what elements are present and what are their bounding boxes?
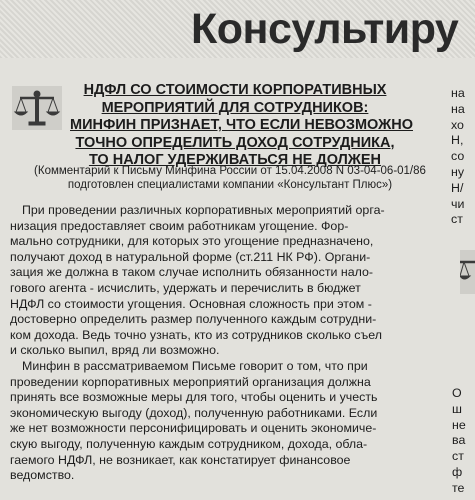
adjacent-line: ва — [452, 433, 466, 448]
adjacent-line: на — [451, 101, 465, 116]
body-line: мально сотрудники, для которых это угощение предназначено, — [10, 234, 374, 249]
body-line: достоверно определить размер полученного каждым сотрудни- — [10, 312, 377, 327]
body-line: Минфин в рассматриваемом Письме говорит о том, что при — [22, 358, 368, 373]
adjacent-line: не — [452, 417, 466, 432]
body-line: и сколько выпил, вряд ли возможно. — [10, 343, 220, 358]
adjacent-line: Н, — [451, 133, 464, 148]
body-line: получают доход в натуральной форме (ст.211 НК РФ). Органи- — [10, 249, 371, 264]
adjacent-line: О — [452, 386, 462, 400]
article-subnote — [10, 164, 450, 192]
section-title: Консультиру — [191, 5, 459, 53]
body-line: ком дохода. Ведь точно узнать, кто из сотрудников сколько съел — [10, 327, 382, 342]
body-line: скую выгоду, полученную каждым сотрудником, дохода, обла- — [10, 436, 368, 451]
adjacent-column-top — [451, 86, 475, 228]
body-line: гового агента - исчислить, удержать и перечислить в бюджет — [10, 280, 361, 295]
headline-line: МЕРОПРИЯТИЙ ДЛЯ СОТРУДНИКОВ: — [101, 99, 369, 116]
subnote-line: подготовлен специалистами компании «Консультант Плюс») — [67, 179, 393, 191]
body-line: ведомство. — [10, 468, 75, 483]
body-line: зация же должна в таком случае исполнить обязанности нало- — [10, 265, 374, 280]
subnote-line: (Комментарий к Письму Минфина России от 15.04.2008 N 03-04-06-01/86 — [34, 165, 426, 177]
scales-of-justice-icon — [460, 250, 475, 294]
adjacent-line: ну — [451, 164, 465, 179]
adjacent-line: на — [451, 86, 465, 100]
adjacent-line: со — [451, 149, 465, 164]
adjacent-line: хо — [451, 117, 464, 132]
adjacent-line: ш — [452, 401, 462, 416]
adjacent-line: ф — [452, 464, 463, 479]
headline-line: ТО НАЛОГ УДЕРЖИВАТЬСЯ НЕ ДОЛЖЕН — [88, 152, 382, 168]
body-line: принять все возможные меры для того, чтобы оценить и учесть — [10, 390, 378, 405]
adjacent-line: Н/ — [451, 180, 464, 195]
body-line: гаемого НДФЛ, не возникает, как констатирует финансовое — [10, 452, 351, 467]
article-headline — [70, 82, 413, 170]
body-line: низация предоставляет своим работникам угощение. Фор- — [10, 218, 349, 233]
body-line: При проведении различных корпоративных мероприятий орга- — [22, 203, 385, 217]
headline-line: НДФЛ СО СТОИМОСТИ КОРПОРАТИВНЫХ — [83, 82, 387, 98]
headline-line: МИНФИН ПРИЗНАЕТ, ЧТО ЕСЛИ НЕВОЗМОЖНО — [70, 117, 413, 133]
adjacent-line: ст — [451, 212, 463, 227]
adjacent-line: ст — [452, 449, 464, 464]
body-line: же нет возможности персонифицировать и оценить экономиче- — [10, 421, 377, 436]
body-line: экономическую выгоду (доход), полученную работниками. Если — [10, 405, 378, 420]
body-line: НДФЛ со стоимости угощения. Основная сложность при этом - — [10, 296, 372, 311]
article-body — [10, 203, 446, 484]
scales-of-justice-icon — [12, 86, 62, 130]
headline-line: ТОЧНО ОПРЕДЕЛИТЬ ДОХОД СОТРУДНИКА, — [75, 134, 395, 151]
adjacent-line: те — [452, 480, 465, 495]
adjacent-column-bottom — [452, 386, 475, 497]
body-line: проведении корпоративных мероприятий организация должна — [10, 374, 371, 389]
adjacent-line: чи — [451, 196, 465, 211]
